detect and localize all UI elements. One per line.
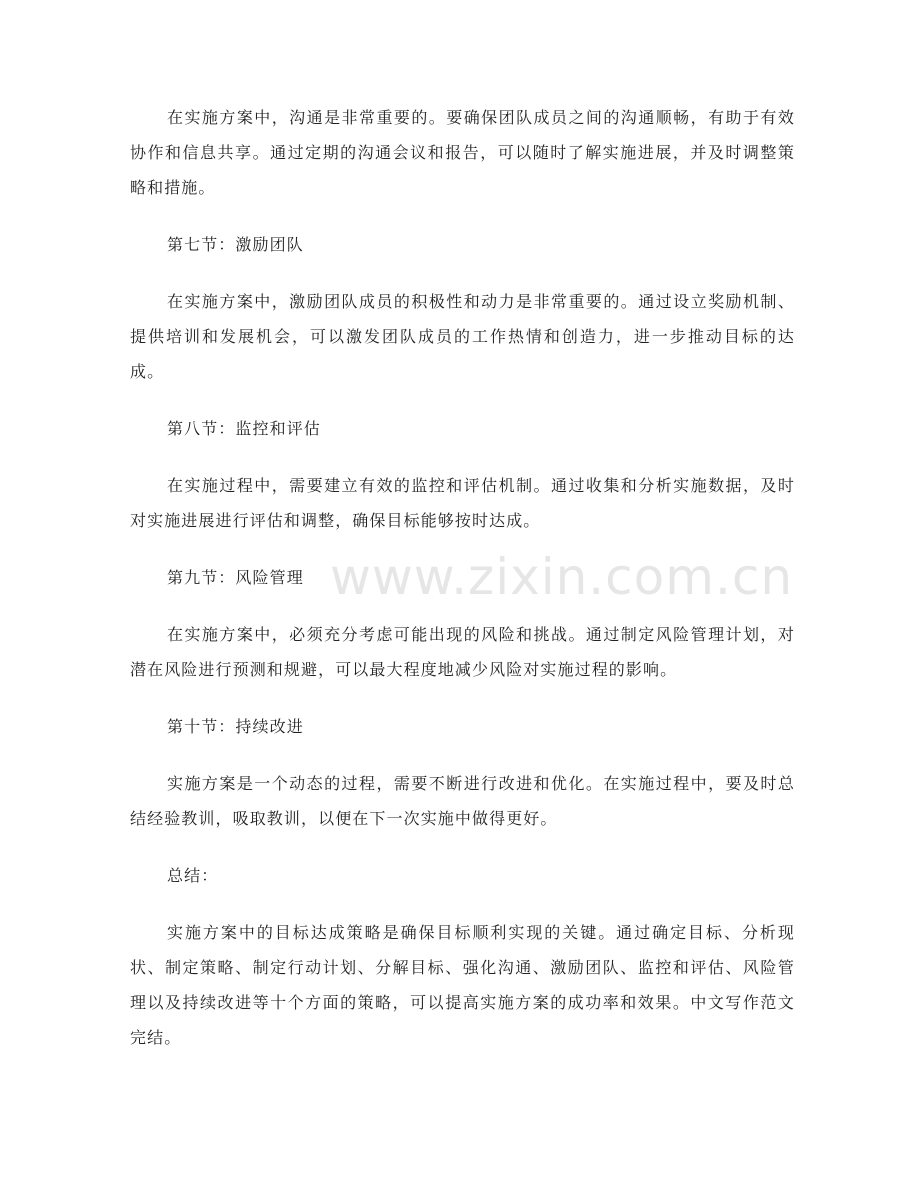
summary-heading: 总结： [167, 866, 219, 885]
watermark: www.zixin.com.cn [330, 548, 794, 606]
section-heading-9: 第九节：风险管理 [167, 568, 304, 587]
paragraph-summary: 实施方案中的目标达成策略是确保目标顺利实现的关键。通过确定目标、分析现状、制定策略、制定行动计划、分解目标、强化沟通、激励团队、监控和评估、风险管理以及持续改进等十个方面的策略，可以提高实施方案的成功率和效果。中文写作范文完结。 [130, 923, 795, 1047]
section-heading-8: 第八节：监控和评估 [167, 419, 321, 438]
section-heading-7: 第七节：激励团队 [167, 235, 304, 254]
paragraph-risk-management: 在实施方案中，必须充分考虑可能出现的风险和挑战。通过制定风险管理计划，对潜在风险进行预测和规避，可以最大程度地减少风险对实施过程的影响。 [130, 625, 795, 679]
section-heading-10: 第十节：持续改进 [167, 717, 304, 736]
paragraph-motivate-team: 在实施方案中，激励团队成员的积极性和动力是非常重要的。通过设立奖励机制、提供培训和发展机会，可以激发团队成员的工作热情和创造力，进一步推动目标的达成。 [130, 292, 795, 381]
paragraph-continuous-improvement: 实施方案是一个动态的过程，需要不断进行改进和优化。在实施过程中，要及时总结经验教训，吸取教训，以便在下一次实施中做得更好。 [130, 774, 795, 828]
paragraph-communication: 在实施方案中，沟通是非常重要的。要确保团队成员之间的沟通顺畅，有助于有效协作和信息共享。通过定期的沟通会议和报告，可以随时了解实施进展，并及时调整策略和措施。 [130, 108, 795, 197]
document-body [130, 100, 795, 1077]
paragraph-monitoring: 在实施过程中，需要建立有效的监控和评估机制。通过收集和分析实施数据，及时对实施进展进行评估和调整，确保目标能够按时达成。 [130, 476, 795, 530]
